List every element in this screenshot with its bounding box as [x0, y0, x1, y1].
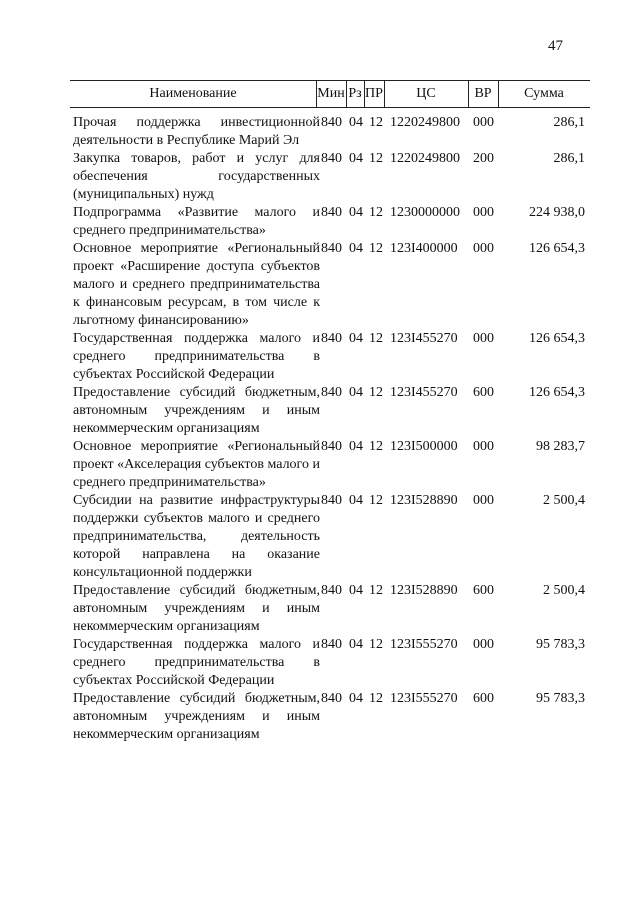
- row-rz: 04: [349, 637, 363, 652]
- header-vr: ВР: [474, 86, 492, 101]
- row-pr: 12: [369, 691, 383, 706]
- row-min: 840: [321, 151, 342, 166]
- row-vr: 000: [473, 205, 494, 220]
- table-row: [0, 690, 639, 744]
- row-name: Государственная поддержка малого и среднего предпринимательства в субъектах Российской Федерации: [73, 637, 320, 688]
- row-vr: 000: [473, 331, 494, 346]
- row-rz: 04: [349, 583, 363, 598]
- row-cs: 123I555270: [390, 637, 458, 652]
- row-vr: 000: [473, 439, 494, 454]
- row-sum: 286,1: [553, 115, 585, 130]
- row-pr: 12: [369, 583, 383, 598]
- row-sum: 2 500,4: [543, 493, 585, 508]
- row-cs: 123I528890: [390, 583, 458, 598]
- table-row: [0, 636, 639, 690]
- row-name: Государственная поддержка малого и среднего предпринимательства в субъектах Российской Федерации: [73, 331, 320, 382]
- row-sum: 95 783,3: [536, 637, 585, 652]
- table-row: [0, 492, 639, 582]
- row-cs: 123I455270: [390, 385, 458, 400]
- row-name: Закупка товаров, работ и услуг для обеспечения государственных (муниципальных) нужд: [73, 151, 320, 202]
- header-rz: Рз: [348, 86, 362, 101]
- row-cs: 123I500000: [390, 439, 458, 454]
- table-header: [70, 80, 590, 108]
- row-name: Предоставление субсидий бюджетным, автономным учреждениям и иным некоммерческим организациям: [73, 691, 320, 742]
- row-sum: 126 654,3: [529, 241, 585, 256]
- table-row: [0, 438, 639, 492]
- table-row: [0, 240, 639, 330]
- row-name: Основное мероприятие «Региональный проект «Расширение доступа субъектов малого и среднего предпринимательства к финансовым ресурсам, в том числе к льготному финансированию»: [73, 241, 320, 328]
- table-row: [0, 330, 639, 384]
- table-row: [0, 582, 639, 636]
- row-cs: 1220249800: [390, 115, 460, 130]
- row-rz: 04: [349, 205, 363, 220]
- header-pr: ПР: [365, 86, 383, 101]
- row-min: 840: [321, 691, 342, 706]
- row-cs: 123I555270: [390, 691, 458, 706]
- table-body: [0, 114, 639, 744]
- row-cs: 123I400000: [390, 241, 458, 256]
- row-rz: 04: [349, 385, 363, 400]
- row-sum: 126 654,3: [529, 385, 585, 400]
- row-rz: 04: [349, 241, 363, 256]
- row-vr: 000: [473, 493, 494, 508]
- row-sum: 126 654,3: [529, 331, 585, 346]
- header-name: Наименование: [149, 86, 237, 101]
- row-pr: 12: [369, 331, 383, 346]
- row-cs: 123I528890: [390, 493, 458, 508]
- row-pr: 12: [369, 385, 383, 400]
- row-vr: 000: [473, 241, 494, 256]
- row-vr: 600: [473, 583, 494, 598]
- row-name: Прочая поддержка инвестиционной деятельности в Республике Марий Эл: [73, 115, 320, 148]
- row-vr: 000: [473, 637, 494, 652]
- row-name: Подпрограмма «Развитие малого и среднего предпринимательства»: [73, 205, 320, 238]
- row-min: 840: [321, 115, 342, 130]
- row-cs: 1220249800: [390, 151, 460, 166]
- row-name: Предоставление субсидий бюджетным, автономным учреждениям и иным некоммерческим организациям: [73, 385, 320, 436]
- row-min: 840: [321, 439, 342, 454]
- row-vr: 600: [473, 385, 494, 400]
- row-sum: 95 783,3: [536, 691, 585, 706]
- row-sum: 2 500,4: [543, 583, 585, 598]
- row-pr: 12: [369, 439, 383, 454]
- row-vr: 200: [473, 151, 494, 166]
- header-sum: Сумма: [524, 86, 564, 101]
- row-rz: 04: [349, 493, 363, 508]
- row-sum: 98 283,7: [536, 439, 585, 454]
- row-min: 840: [321, 583, 342, 598]
- row-min: 840: [321, 493, 342, 508]
- row-pr: 12: [369, 151, 383, 166]
- row-pr: 12: [369, 115, 383, 130]
- row-name: Субсидии на развитие инфраструктуры поддержки субъектов малого и среднего предпринимательства, деятельность которой направлена на оказание консультационной поддержки: [73, 493, 320, 580]
- row-rz: 04: [349, 331, 363, 346]
- row-min: 840: [321, 241, 342, 256]
- row-rz: 04: [349, 115, 363, 130]
- row-sum: 224 938,0: [529, 205, 585, 220]
- row-min: 840: [321, 637, 342, 652]
- row-pr: 12: [369, 637, 383, 652]
- row-cs: 1230000000: [390, 205, 460, 220]
- row-pr: 12: [369, 493, 383, 508]
- table-row: [0, 204, 639, 240]
- row-sum: 286,1: [553, 151, 585, 166]
- row-vr: 600: [473, 691, 494, 706]
- row-name: Предоставление субсидий бюджетным, автономным учреждениям и иным некоммерческим организациям: [73, 583, 320, 634]
- table-row: [0, 114, 639, 150]
- row-rz: 04: [349, 151, 363, 166]
- row-rz: 04: [349, 439, 363, 454]
- row-cs: 123I455270: [390, 331, 458, 346]
- row-pr: 12: [369, 241, 383, 256]
- row-min: 840: [321, 331, 342, 346]
- row-name: Основное мероприятие «Региональный проект «Акселерация субъектов малого и среднего предпринимательства»: [73, 439, 320, 490]
- row-min: 840: [321, 385, 342, 400]
- header-min: Мин: [317, 86, 345, 101]
- table-row: [0, 384, 639, 438]
- row-min: 840: [321, 205, 342, 220]
- table-row: [0, 150, 639, 204]
- row-vr: 000: [473, 115, 494, 130]
- row-pr: 12: [369, 205, 383, 220]
- row-rz: 04: [349, 691, 363, 706]
- header-cs: ЦС: [416, 86, 436, 101]
- page-number: 47: [548, 38, 563, 54]
